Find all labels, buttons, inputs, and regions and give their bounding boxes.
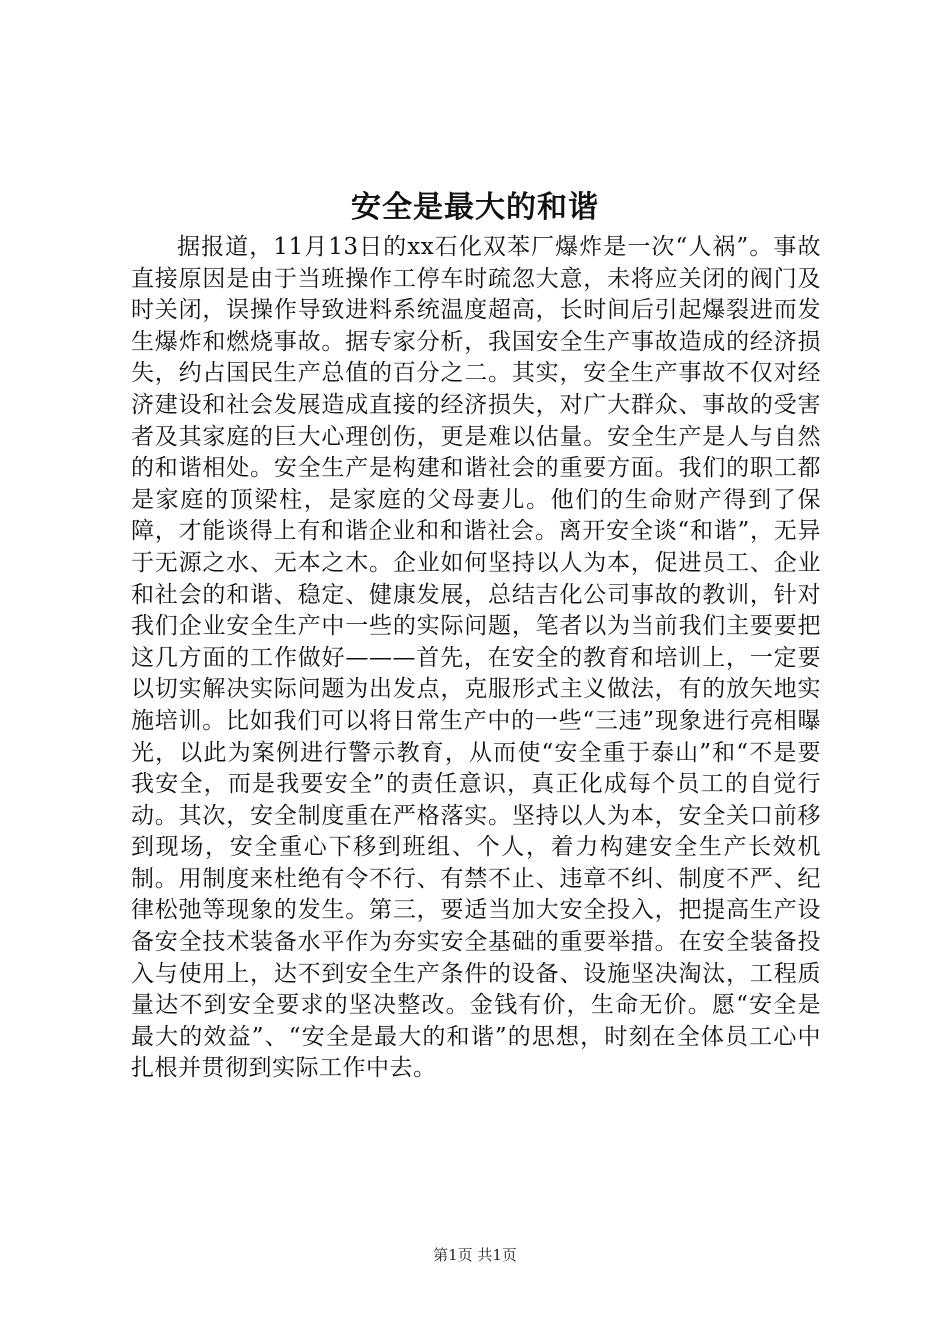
document-title: 安全是最大的和谐 (351, 190, 599, 225)
document-body (131, 232, 821, 1085)
page-footer: 第1页 共1页 (433, 1246, 517, 1264)
body-paragraph: 据报道，11月13日的xx石化双苯厂爆炸是一次“人祸”。事故直接原因是由于当班操作工停车时疏忽大意，未将应关闭的阀门及时关闭，误操作导致进料系统温度超高，长时间后引起爆裂进而发生爆炸和燃烧事故。据专家分析，我国安全生产事故造成的经济损失，约占国民生产总值的百分之二。其实，安全生产事故不仅对经济建设和社会发展造成直接的经济损失，对广大群众、事故的受害者及其家庭的巨大心理创伤，更是难以估量。安全生产是人与自然的和谐相处。安全生产是构建和谐社会的重要方面。我们的职工都是家庭的顶梁柱，是家庭的父母妻儿。他们的生命财产得到了保障，才能谈得上有和谐企业和和谐社会。离开安全谈“和谐”，无异于无源之水、无本之木。企业如何坚持以人为本，促进员工、企业和社会的和谐、稳定、健康发展，总结吉化公司事故的教训，针对我们企业安全生产中一些的实际问题，笔者以为当前我们主要要把这几方面的工作做好———首先，在安全的教育和培训上，一定要以切实解决实际问题为出发点，克服形式主义做法，有的放矢地实施培训。比如我们可以将日常生产中的一些“三违”现象进行亮相曝光，以此为案例进行警示教育，从而使“安全重于泰山”和“不是要我安全，而是我要安全”的责任意识，真正化成每个员工的自觉行动。其次，安全制度重在严格落实。坚持以人为本，安全关口前移到现场，安全重心下移到班组、个人，着力构建安全生产长效机制。用制度来杜绝有令不行、有禁不止、违章不纠、制度不严、纪律松弛等现象的发生。第三，要适当加大安全投入，把提高生产设备安全技术装备水平作为夯实安全基础的重要举措。在安全装备投入与使用上，达不到安全生产条件的设备、设施坚决淘汰，工程质量达不到安全要求的坚决整改。金钱有价，生命无价。愿“安全是最大的效益”、“安全是最大的和谐”的思想，时刻在全体员工心中扎根并贯彻到实际工作中去。 (131, 234, 821, 1082)
